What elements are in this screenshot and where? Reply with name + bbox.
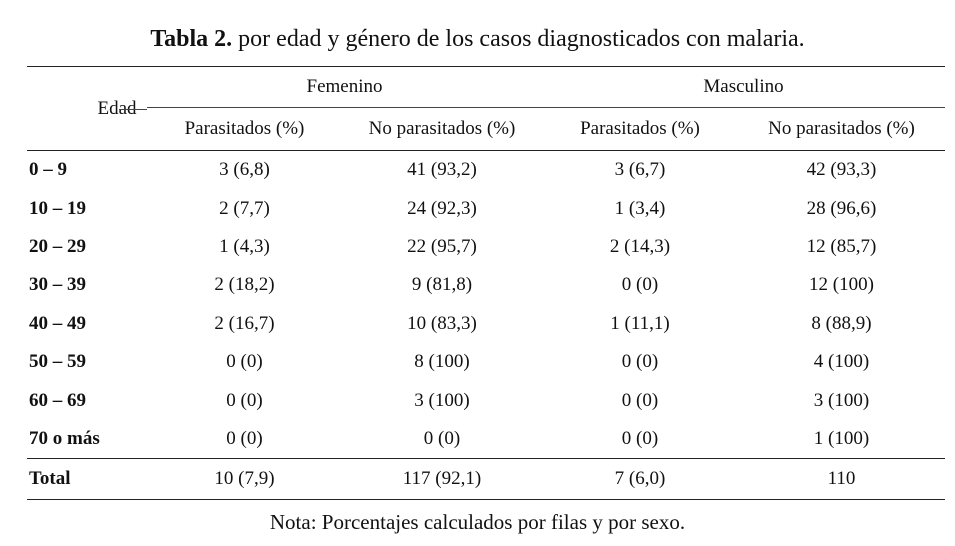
table-cell: 3 (100) (813, 389, 870, 411)
table-cell: 0 (0) (226, 351, 263, 373)
table-cell: 28 (96,6) (806, 197, 877, 219)
table-cell: 1 (11,1) (610, 312, 670, 334)
group-header-male: Masculino (542, 67, 945, 108)
table-cell: 12 (100) (809, 274, 874, 296)
table-cell: 3 (6,8) (219, 159, 270, 181)
table-row (27, 343, 945, 381)
table-cell: 2 (14,3) (609, 235, 671, 257)
table-note: Nota: Porcentajes calculados por filas y por sexo. (269, 510, 686, 534)
table-row (27, 151, 945, 190)
total-cell: 117 (92,1) (342, 459, 542, 500)
total-cell: 7 (6,0) (542, 459, 738, 500)
table-row (27, 189, 945, 227)
table-cell: 8 (100) (414, 351, 470, 373)
table-cell: 1 (100) (813, 427, 870, 449)
total-label: Total (27, 459, 147, 500)
table-cell: 42 (93,3) (806, 159, 877, 181)
table-cell: 9 (81,8) (411, 274, 473, 296)
age-cell: 20 – 29 (29, 235, 86, 257)
table-cell: 2 (16,7) (214, 312, 275, 334)
table-cell: 3 (6,7) (614, 159, 666, 181)
age-cell: 0 – 9 (29, 159, 67, 181)
header-row-subheaders (27, 108, 945, 151)
table-cell: 0 (0) (621, 389, 659, 411)
subheader-female-non-parasitized: No parasitados (%) (342, 108, 542, 151)
subheader-male-parasitized: Parasitados (%) (542, 108, 738, 151)
header-row-groups (27, 67, 945, 108)
table-cell: 4 (100) (813, 351, 870, 373)
table-cell: 0 (0) (226, 389, 263, 411)
table-cell: 0 (0) (621, 427, 659, 449)
age-cell: 10 – 19 (29, 197, 86, 219)
subheader-female-parasitized: Parasitados (%) (147, 108, 342, 151)
table-row (27, 305, 945, 343)
caption-text: por edad y género de los casos diagnosticados con malaria. (238, 26, 805, 52)
age-header: Edad (27, 67, 147, 151)
table-cell: 1 (3,4) (614, 197, 666, 219)
table-caption (0, 24, 955, 54)
age-cell: 60 – 69 (29, 389, 86, 411)
total-cell: 110 (738, 459, 945, 500)
malaria-cases-table (27, 66, 945, 500)
table-cell: 2 (7,7) (219, 197, 270, 219)
table-cell: 0 (0) (226, 427, 263, 449)
group-header-female: Femenino (147, 67, 542, 108)
table-cell: 0 (0) (621, 274, 659, 296)
table-cell: 3 (100) (414, 389, 470, 411)
table-row (27, 228, 945, 266)
table-cell: 2 (18,2) (214, 274, 275, 296)
table-cell: 41 (93,2) (407, 159, 477, 181)
table-cell: 24 (92,3) (407, 197, 477, 219)
table-cell: 0 (0) (621, 351, 659, 373)
table-cell: 0 (0) (423, 427, 461, 449)
age-cell: 40 – 49 (29, 312, 86, 334)
age-cell: 70 o más (29, 427, 100, 449)
subheader-male-non-parasitized: No parasitados (%) (738, 108, 945, 151)
total-cell: 10 (7,9) (147, 459, 342, 500)
table-cell: 12 (85,7) (806, 235, 877, 257)
caption-label: Tabla 2. (150, 26, 233, 52)
age-cell: 30 – 39 (29, 274, 86, 296)
age-cell: 50 – 59 (29, 351, 86, 373)
table-row (27, 381, 945, 419)
table-cell: 1 (4,3) (219, 235, 270, 257)
table-row (27, 420, 945, 459)
table-cell: 8 (88,9) (811, 312, 872, 334)
total-row (27, 459, 945, 500)
table-cell: 10 (83,3) (407, 312, 477, 334)
table-cell: 22 (95,7) (407, 235, 477, 257)
table-row (27, 266, 945, 304)
